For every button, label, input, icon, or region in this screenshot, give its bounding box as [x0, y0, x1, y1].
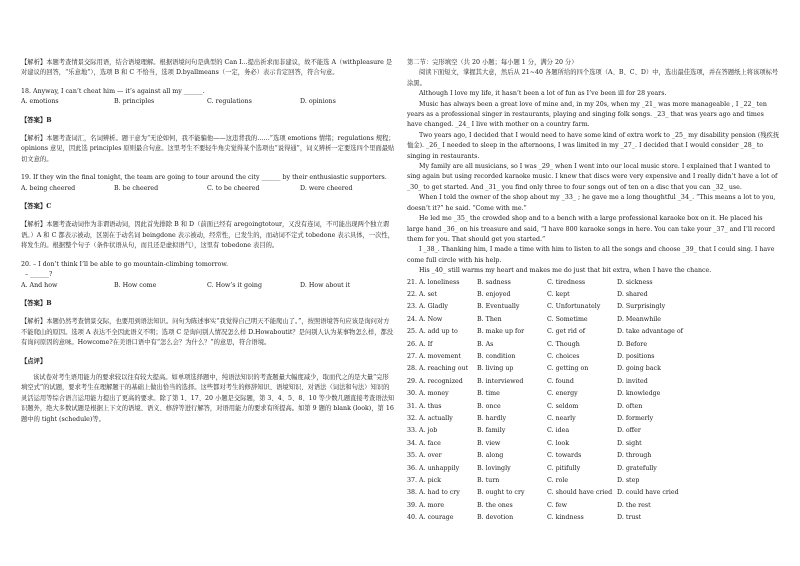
option-row [407, 463, 780, 475]
answer-18: 【答案】B [21, 116, 52, 124]
option-row [407, 314, 780, 326]
option-row [407, 425, 780, 437]
option-d: D. invited [617, 377, 648, 385]
option-a: 29. A. recognized [407, 377, 463, 385]
option-d: D. through [617, 452, 652, 460]
option-c: C. role [547, 477, 569, 485]
option: C. regulations [207, 98, 252, 106]
option-row [407, 277, 780, 289]
option-a: 39. A. more [407, 501, 445, 509]
option-b: B. living up [477, 365, 514, 373]
option-a: 34. A. face [407, 439, 441, 447]
question-19: 19. If they win the final tonight, the team are going to tour around the city ______ by their enthusiastic supporters. [21, 174, 387, 182]
option-row [407, 326, 780, 338]
option-d: D. formerly [617, 415, 654, 422]
passage-paragraph: When I told the owner of the shop about my _33_ ; he gave me a long thoughtful _34_. “This means a lot to you, doesn’t it?” he said. “Come with me.” [407, 194, 776, 212]
option: C. How’s it going [207, 281, 262, 289]
passage-paragraph: My family are all musicians, so I was _29_ when I went into our local music store. I explained that I wanted to sing again but using recorded karaoke music. I knew that discs were very expensive and I really didn’t have a lot of _30_ to get started. And _31_ you find only three to four songs out of ten on a disc that you can _32_ use. [407, 163, 778, 191]
option-b: B. turn [477, 477, 500, 485]
option-c: C. Unfortunately [547, 303, 601, 311]
option-row [407, 301, 780, 313]
passage-paragraph: Although I love my life, it hasn’t been a lot of fun as I’ve been ill for 28 years. [419, 90, 667, 98]
option-b: B. As [477, 340, 494, 348]
option-row [407, 512, 780, 524]
option-d: D. often [617, 402, 643, 410]
option-b: B. time [477, 390, 500, 398]
passage-paragraph: Two years ago, I decided that I would need to have some kind of extra work to _25_ my disability pension (残疾抚恤金). _26_ I needed to sleep in the afternoons, I was limited in my _27_. I decided that I would consider _28_ to singing in restaurants. [407, 131, 780, 160]
analysis-19: 【解析】本题考查动词作为非谓语动词，因此首先排除 B 和 D（前面已经有 aregoingtotour，又没有连词，不可能出现两个独立谓语。）A 和 C 都表示被动，区别在于动名词 beingdone 表示被动，经常性，已发生的，而动词不定式 tobedone 表示具体，一次性，将发生的。根据整个句子（条件状语从句，而且还是虚拟语气），这里有 tobedone 表目的。 [21, 221, 395, 250]
option-d: D. sickness [617, 278, 653, 286]
option-row [407, 363, 780, 375]
question-18: 18. Anyway, I can’t cheat him — it’s against all my ______. [21, 87, 205, 95]
option: B. How come [114, 281, 157, 289]
option: D. opinions [300, 98, 336, 106]
option-c: C. get rid of [547, 328, 586, 336]
analysis-20: 【解析】本题仍然考查情景交际，也要用到语法知识。问句为陈述事实“我觉得自己明天不能爬山了。”，按照语境答句应该是询问对方不能爬山的原因。选项 A 表达不全因此语义不明；选项 C 是询问别人情况怎么样 D.Howaboutit？是问别人认为某事物怎么样，都没有询问原因的意味。Howcome?在美语口语中有“怎么会？为什么？”的意思，符合语境。 [21, 318, 394, 347]
option: D. How about it [300, 281, 351, 289]
option-d: D. offer [617, 427, 641, 435]
option-row [407, 413, 780, 425]
option-d: D. gratefully [617, 464, 657, 472]
option-d: D. sight [617, 439, 642, 447]
option-a: 38. A. had to cry [407, 489, 460, 497]
option-a: 30. A. money [407, 390, 449, 398]
analysis-18: 【解析】本题考查词汇，名词辨析。题干意为“无论如何，我不能骗他——这违背我的……”选项 emotions 情绪；regulations 规程；opinions 意见，因此选 principles 原则最合句意。这里考生不要轻牛角尖觉得某个选项也“说得通”，词义辨析一定要选四个里面最贴切文意的。 [21, 135, 395, 163]
question-18-options [21, 97, 395, 107]
option-row [407, 500, 780, 512]
option-b: B. condition [477, 352, 516, 360]
option-a: 35. A. over [407, 452, 442, 460]
option-row [407, 401, 780, 413]
option-a: 24. A. Now [407, 315, 443, 323]
option-a: 32. A. actually [407, 415, 453, 422]
option-a: 26. A. If [407, 340, 433, 348]
option-c: C. getting on [547, 365, 589, 373]
option-b: B. sadness [477, 278, 511, 286]
option-b: B. the ones [477, 501, 513, 509]
option-row [407, 450, 780, 462]
option-c: C. Sometime [547, 315, 588, 323]
option-c: C. seldom [547, 402, 579, 410]
question-20-options [21, 281, 395, 291]
option-d: D. going back [617, 365, 661, 373]
option-d: D. shared [617, 290, 648, 298]
option-row [407, 376, 780, 388]
option-a: 36. A. unhappily [407, 464, 460, 472]
section-title: 第二节：完形填空（共 20 小题；每小题 1 分，满分 20 分） [407, 59, 578, 66]
option-row [407, 438, 780, 450]
option: A. emotions [21, 98, 59, 106]
option-c: C. should have cried [547, 489, 613, 497]
option-a: 23. A. Gladly [407, 303, 448, 311]
answer-20: 【答案】B [21, 299, 52, 307]
option-row [407, 475, 780, 487]
option-b: B. family [477, 427, 506, 435]
passage-paragraph: I _38_. Thanking him, I made a time with him to listen to all the songs and choose _39_ that I could sing. I have come full circle with his help. [407, 246, 775, 264]
option-d: D. Before [617, 340, 648, 348]
option-a: 21. A. loneliness [407, 278, 460, 286]
option-a: 22. A. set [407, 290, 438, 298]
question-19-options [21, 184, 395, 194]
option-c: C. idea [547, 427, 570, 435]
comment-heading: 【点评】 [21, 357, 47, 365]
option-b: B. hardly [477, 415, 507, 422]
option-b: B. once [477, 402, 501, 410]
option-c: C. found [547, 377, 574, 385]
option-b: B. enjoyed [477, 290, 511, 298]
option-d: D. the rest [617, 501, 651, 509]
option-b: B. along [477, 452, 504, 460]
option-c: C. energy [547, 390, 578, 398]
option-row [407, 487, 780, 499]
option-d: D. Meanwhile [617, 315, 662, 323]
option-row [407, 351, 780, 363]
option-a: 33. A. job [407, 427, 438, 435]
passage-paragraph: He led me _35_ the crowded shop and to a bench with a large professional karaoke box on it. He placed his large hand _36_ on his treasure and said, “I have 800 karaoke songs in here. You can take your _37_ and I’ll record them for you. That should get you started.” [407, 215, 776, 243]
option-b: B. make up for [477, 328, 525, 336]
analysis-17: 【解析】本题考查情景交际用语，结合语境理解。根据语境问句是典型的 Can I...提出祈求而非建议，故不能选 A（withpleasure 是对建议的回答，“乐意地”），选项 B 和 C 不恰当，选项 D.byallmeans（一定，务必）表示肯定回答，符合句意。 [21, 59, 393, 77]
option-b: B. lovingly [477, 464, 511, 472]
answer-19: 【答案】C [21, 203, 52, 211]
options-table [407, 277, 780, 525]
option-d: D. take advantage of [617, 328, 683, 336]
option-b: B. ought to cry [477, 489, 525, 497]
right-column [407, 58, 780, 525]
option-row [407, 339, 780, 351]
option-b: B. Then [477, 315, 502, 323]
option-c: C. nearly [547, 415, 576, 422]
option-row [407, 289, 780, 301]
passage-paragraph: His _40_ still warms my heart and makes me do just that bit extra, when I have the chance. [419, 267, 712, 275]
option-row [407, 388, 780, 400]
question-20-reply: – ______? [25, 271, 53, 279]
option: C. to be cheered [207, 184, 260, 192]
option-b: B. view [477, 439, 501, 447]
option-c: C. tiredness [547, 278, 586, 286]
option-c: C. choices [547, 352, 580, 360]
option-d: D. positions [617, 352, 655, 360]
option-a: 40. A. courage [407, 514, 454, 522]
option: B. principles [114, 98, 155, 106]
option-d: D. trust [617, 514, 642, 522]
option-a: 25. A. add up to [407, 328, 458, 336]
option-d: D. step [617, 477, 640, 485]
option: B. be cheered [114, 184, 159, 192]
option-b: B. interviewed [477, 377, 524, 385]
left-column [21, 58, 395, 425]
option-b: B. devotion [477, 514, 514, 522]
option-a: 28. A. reaching out [407, 365, 469, 373]
option-c: C. pitifully [547, 464, 581, 472]
option-b: B. Eventually [477, 303, 520, 311]
option-a: 31. A. thus [407, 402, 442, 410]
passage-paragraph: Music has always been a great love of mine and, in my 20s, when my _21_ was more manageable , I _22_ ten years as a professional singer in restaurants, playing and singing folk songs. _23_ that was years ago and times have changed. _24_ I live with mother on a country farm. [407, 100, 767, 129]
option-c: C. kept [547, 290, 570, 298]
option: A. And how [21, 281, 58, 289]
option-c: C. towards [547, 452, 582, 460]
option-d: D. knowledge [617, 390, 661, 398]
option: A. being cheered [21, 184, 76, 192]
option-c: C. Though [547, 340, 580, 348]
option: D. were cheered [300, 184, 353, 192]
option-c: C. look [547, 439, 570, 447]
option-c: C. few [547, 501, 568, 509]
section-instructions: 阅读下面短文，掌握其大意，然后从 21~40 各题所给的四个选项（A、B、C、D）中，选出最佳选项，并在答题纸上将该项标号涂黑。 [407, 69, 779, 87]
option-a: 37. A. pick [407, 477, 441, 485]
question-20: 20. – I don’t think I’ll be able to go mountain-climbing tomorrow. [21, 260, 229, 268]
option-d: D. Surprisingly [617, 303, 666, 311]
option-c: C. kindness [547, 514, 584, 522]
option-a: 27. A. movement [407, 352, 461, 360]
comment-text: 该试卷对考生语用能力的要求较以往有较大提高。如单项选择题中，纯语法知识的考查题量大幅度减少，取而代之的是大量“完形填空式”的试题，要求考生在理解题干的基础上做出恰当的选择。这些都对考生的修辞知识、语境知识、对语法（词法和句法）知识的灵活运用等综合语言运用能力提出了更高的要求。除了第 1、17、20 小题是交际题，第 3、4、5、8、10 等少数几题直接考查语法知识题外，绝大多数试题是根据上下文的语境、语义、修辞等进行解答，对语用能力的要求有所提高。如第 9 题的 blank (look)，第 16 题中的 tight (schedule)等。 [21, 373, 395, 423]
option-d: D. could have cried [617, 489, 679, 497]
